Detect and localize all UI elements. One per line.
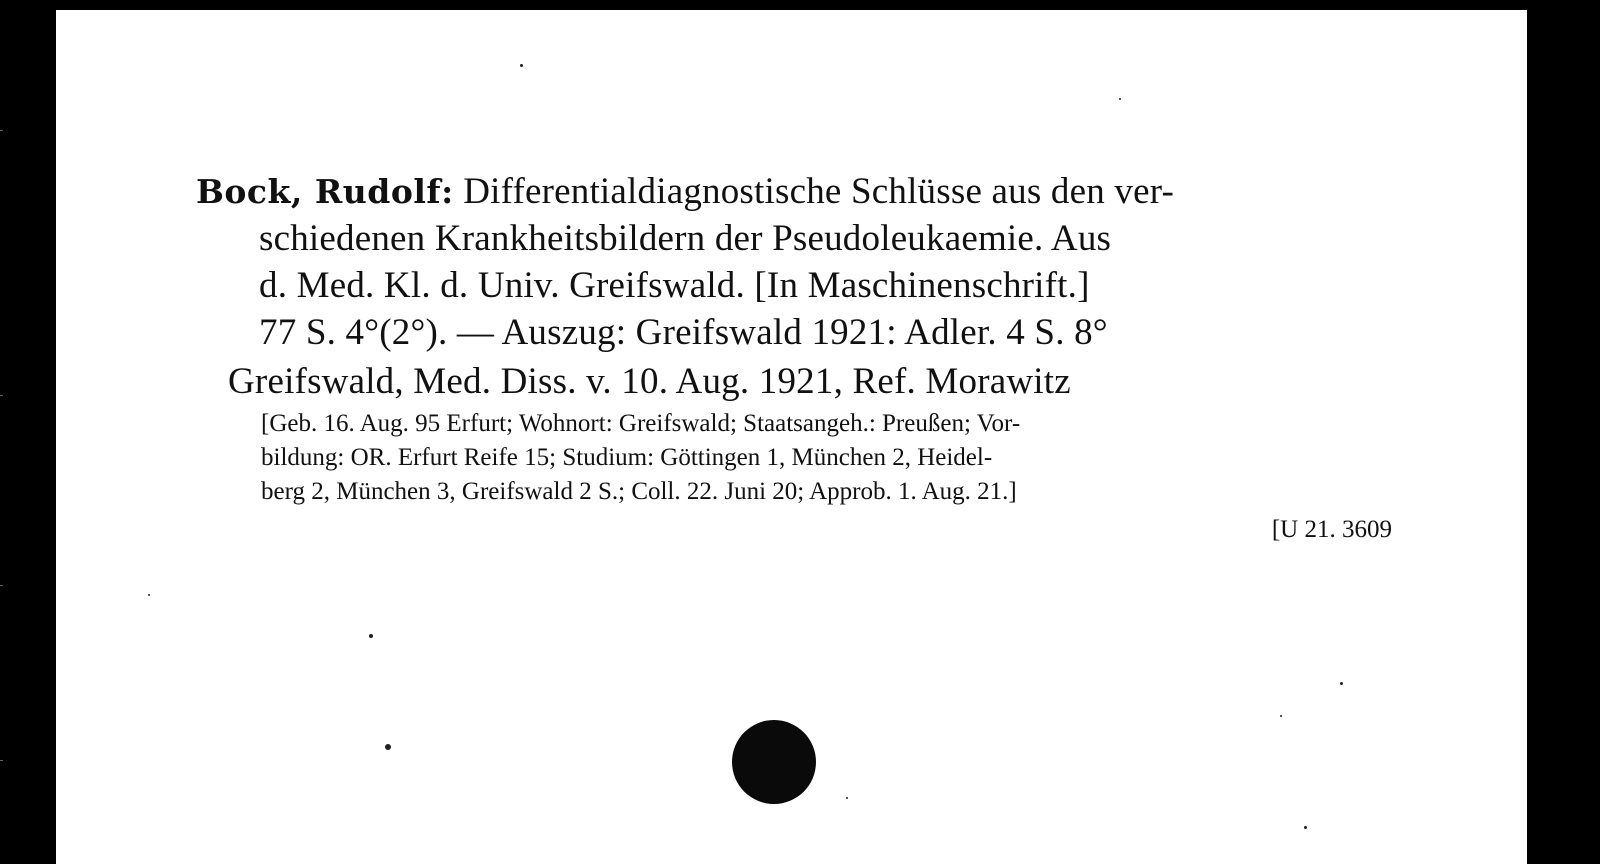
dissertation-line: Greifswald, Med. Diss. v. 10. Aug. 1921, Ref. Morawitz — [228, 361, 1071, 402]
edge-mark — [0, 395, 3, 396]
biography-line-1: [Geb. 16. Aug. 95 Erfurt; Wohnort: Greifswald; Staatsangeh.: Preußen; Vor- — [261, 410, 1021, 437]
entry-line-4: 77 S. 4°(2°). — Auszug: Greifswald 1921: Adler. 4 S. 8° — [259, 312, 1108, 353]
biography-line-2: bildung: OR. Erfurt Reife 15; Studium: Göttingen 1, München 2, Heidel- — [261, 444, 993, 471]
dust-speck — [1304, 826, 1307, 829]
dust-speck — [385, 744, 391, 750]
call-number: [U 21. 3609 — [1271, 516, 1392, 543]
edge-mark — [0, 130, 3, 131]
dust-speck — [1340, 682, 1343, 685]
title-start: Differentialdiagnostische Schlüsse aus den ver- — [453, 171, 1174, 212]
catalog-card — [56, 10, 1527, 864]
edge-mark — [0, 760, 3, 761]
edge-mark — [0, 585, 3, 586]
dust-speck — [846, 797, 848, 799]
dust-speck — [369, 634, 373, 638]
dust-speck — [148, 594, 150, 596]
biography-line-3: berg 2, München 3, Greifswald 2 S.; Coll. 22. Juni 20; Approb. 1. Aug. 21.] — [261, 478, 1017, 505]
dust-speck — [1119, 98, 1121, 100]
dust-speck — [1280, 715, 1282, 717]
dust-speck — [520, 64, 523, 67]
entry-line-3: d. Med. Kl. d. Univ. Greifswald. [In Maschinenschrift.] — [259, 265, 1090, 306]
entry-line-1 — [196, 170, 1174, 213]
entry-line-2: schiedenen Krankheitsbildern der Pseudoleukaemie. Aus — [259, 218, 1112, 259]
author-name: Bock, Rudolf: — [196, 172, 454, 211]
punch-hole — [732, 720, 816, 804]
